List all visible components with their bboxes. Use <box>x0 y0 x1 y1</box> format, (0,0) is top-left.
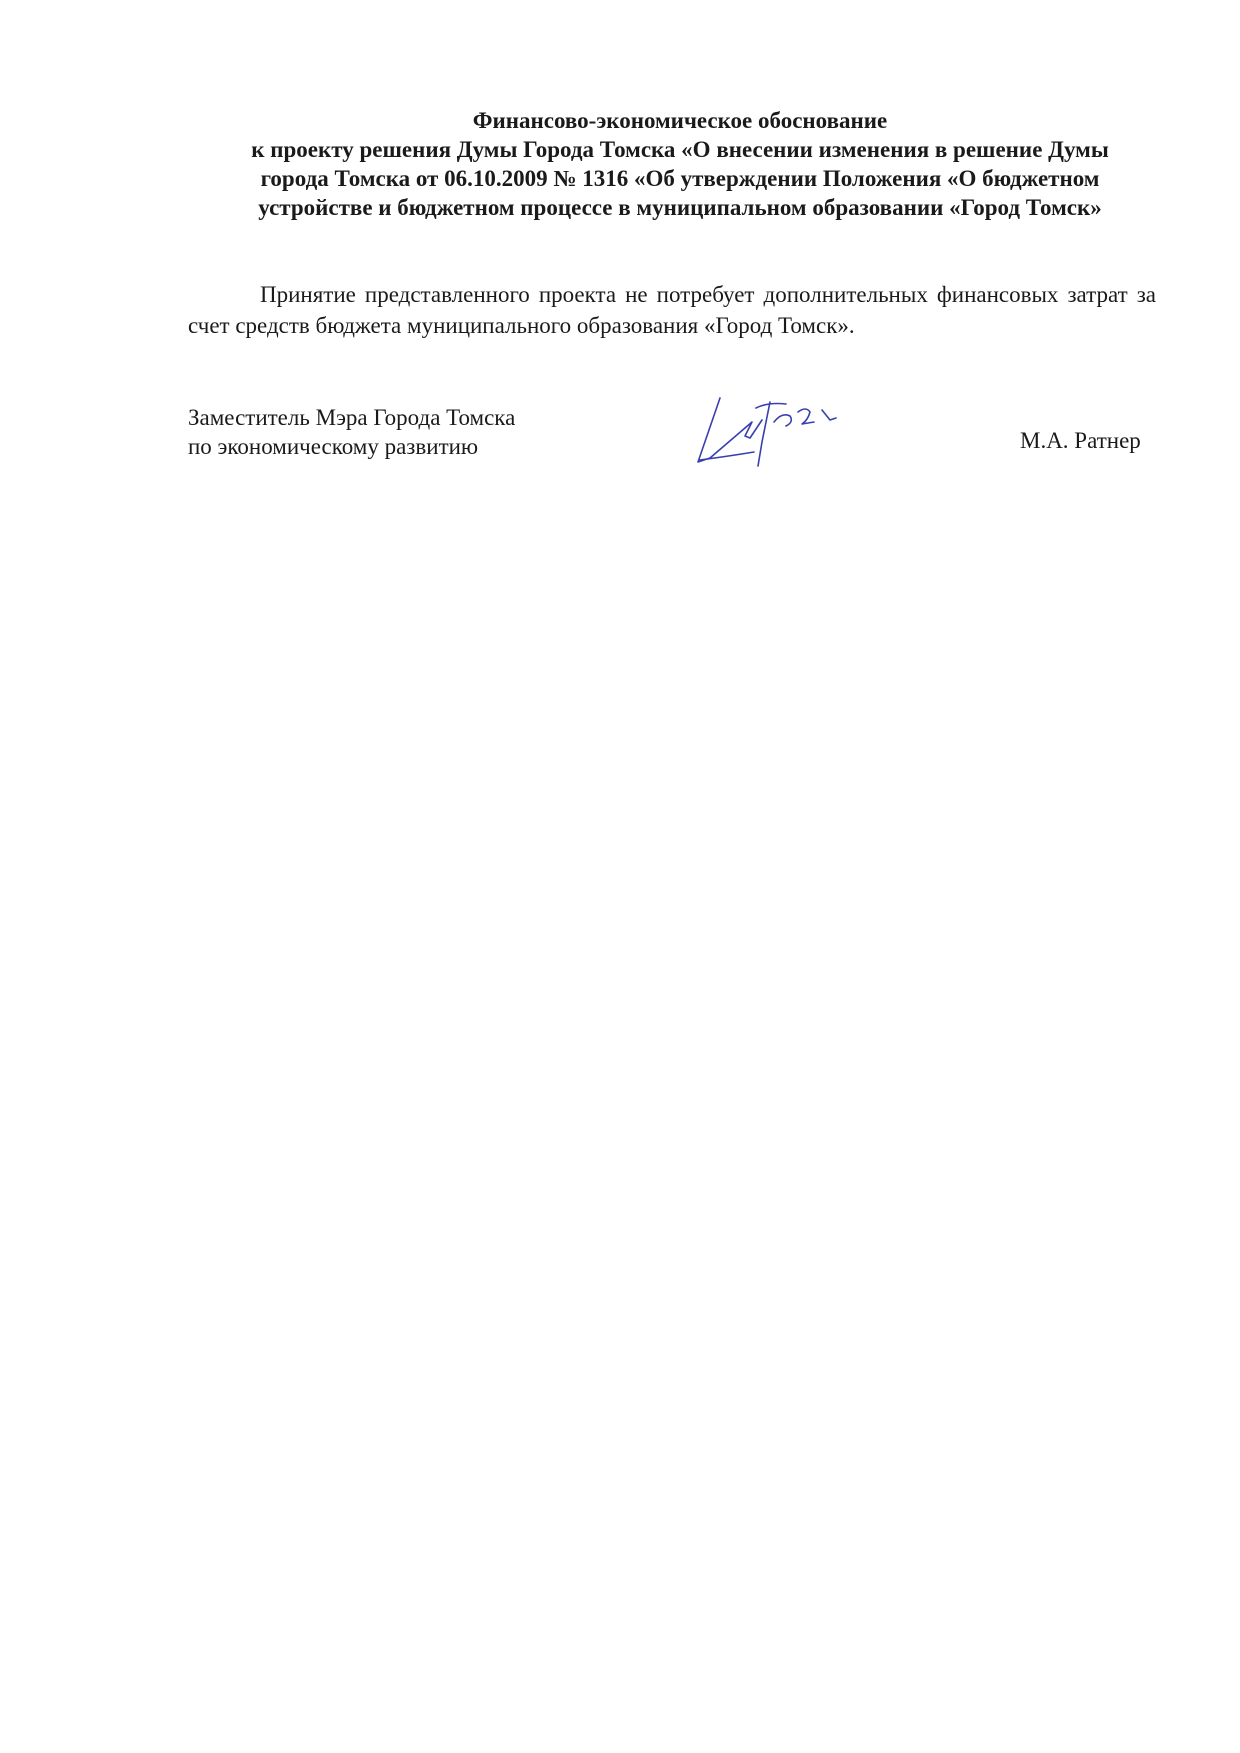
title-line-3: города Томска от 06.10.2009 № 1316 «Об утверждении Положения «О бюджетном <box>260 166 1100 191</box>
title-line-1: Финансово-экономическое обоснование <box>472 108 888 133</box>
handwritten-signature <box>690 392 860 472</box>
body-paragraph: Принятие представленного проекта не потребует дополнительных финансовых затрат за счет средств бюджета муниципального образования «Город Томск». <box>188 282 1156 338</box>
signatory-position-line-1: Заместитель Мэра Города Томска <box>188 405 516 430</box>
document-title <box>180 106 1180 222</box>
title-line-2: к проекту решения Думы Города Томска «О внесении изменения в решение Думы <box>251 137 1109 162</box>
title-line-4: устройстве и бюджетном процессе в муниципальном образовании «Город Томск» <box>258 195 1102 220</box>
signatory-position <box>188 403 515 461</box>
signatory-name: М.А. Ратнер <box>1020 428 1141 453</box>
signatory-position-line-2: по экономическому развитию <box>188 434 479 459</box>
